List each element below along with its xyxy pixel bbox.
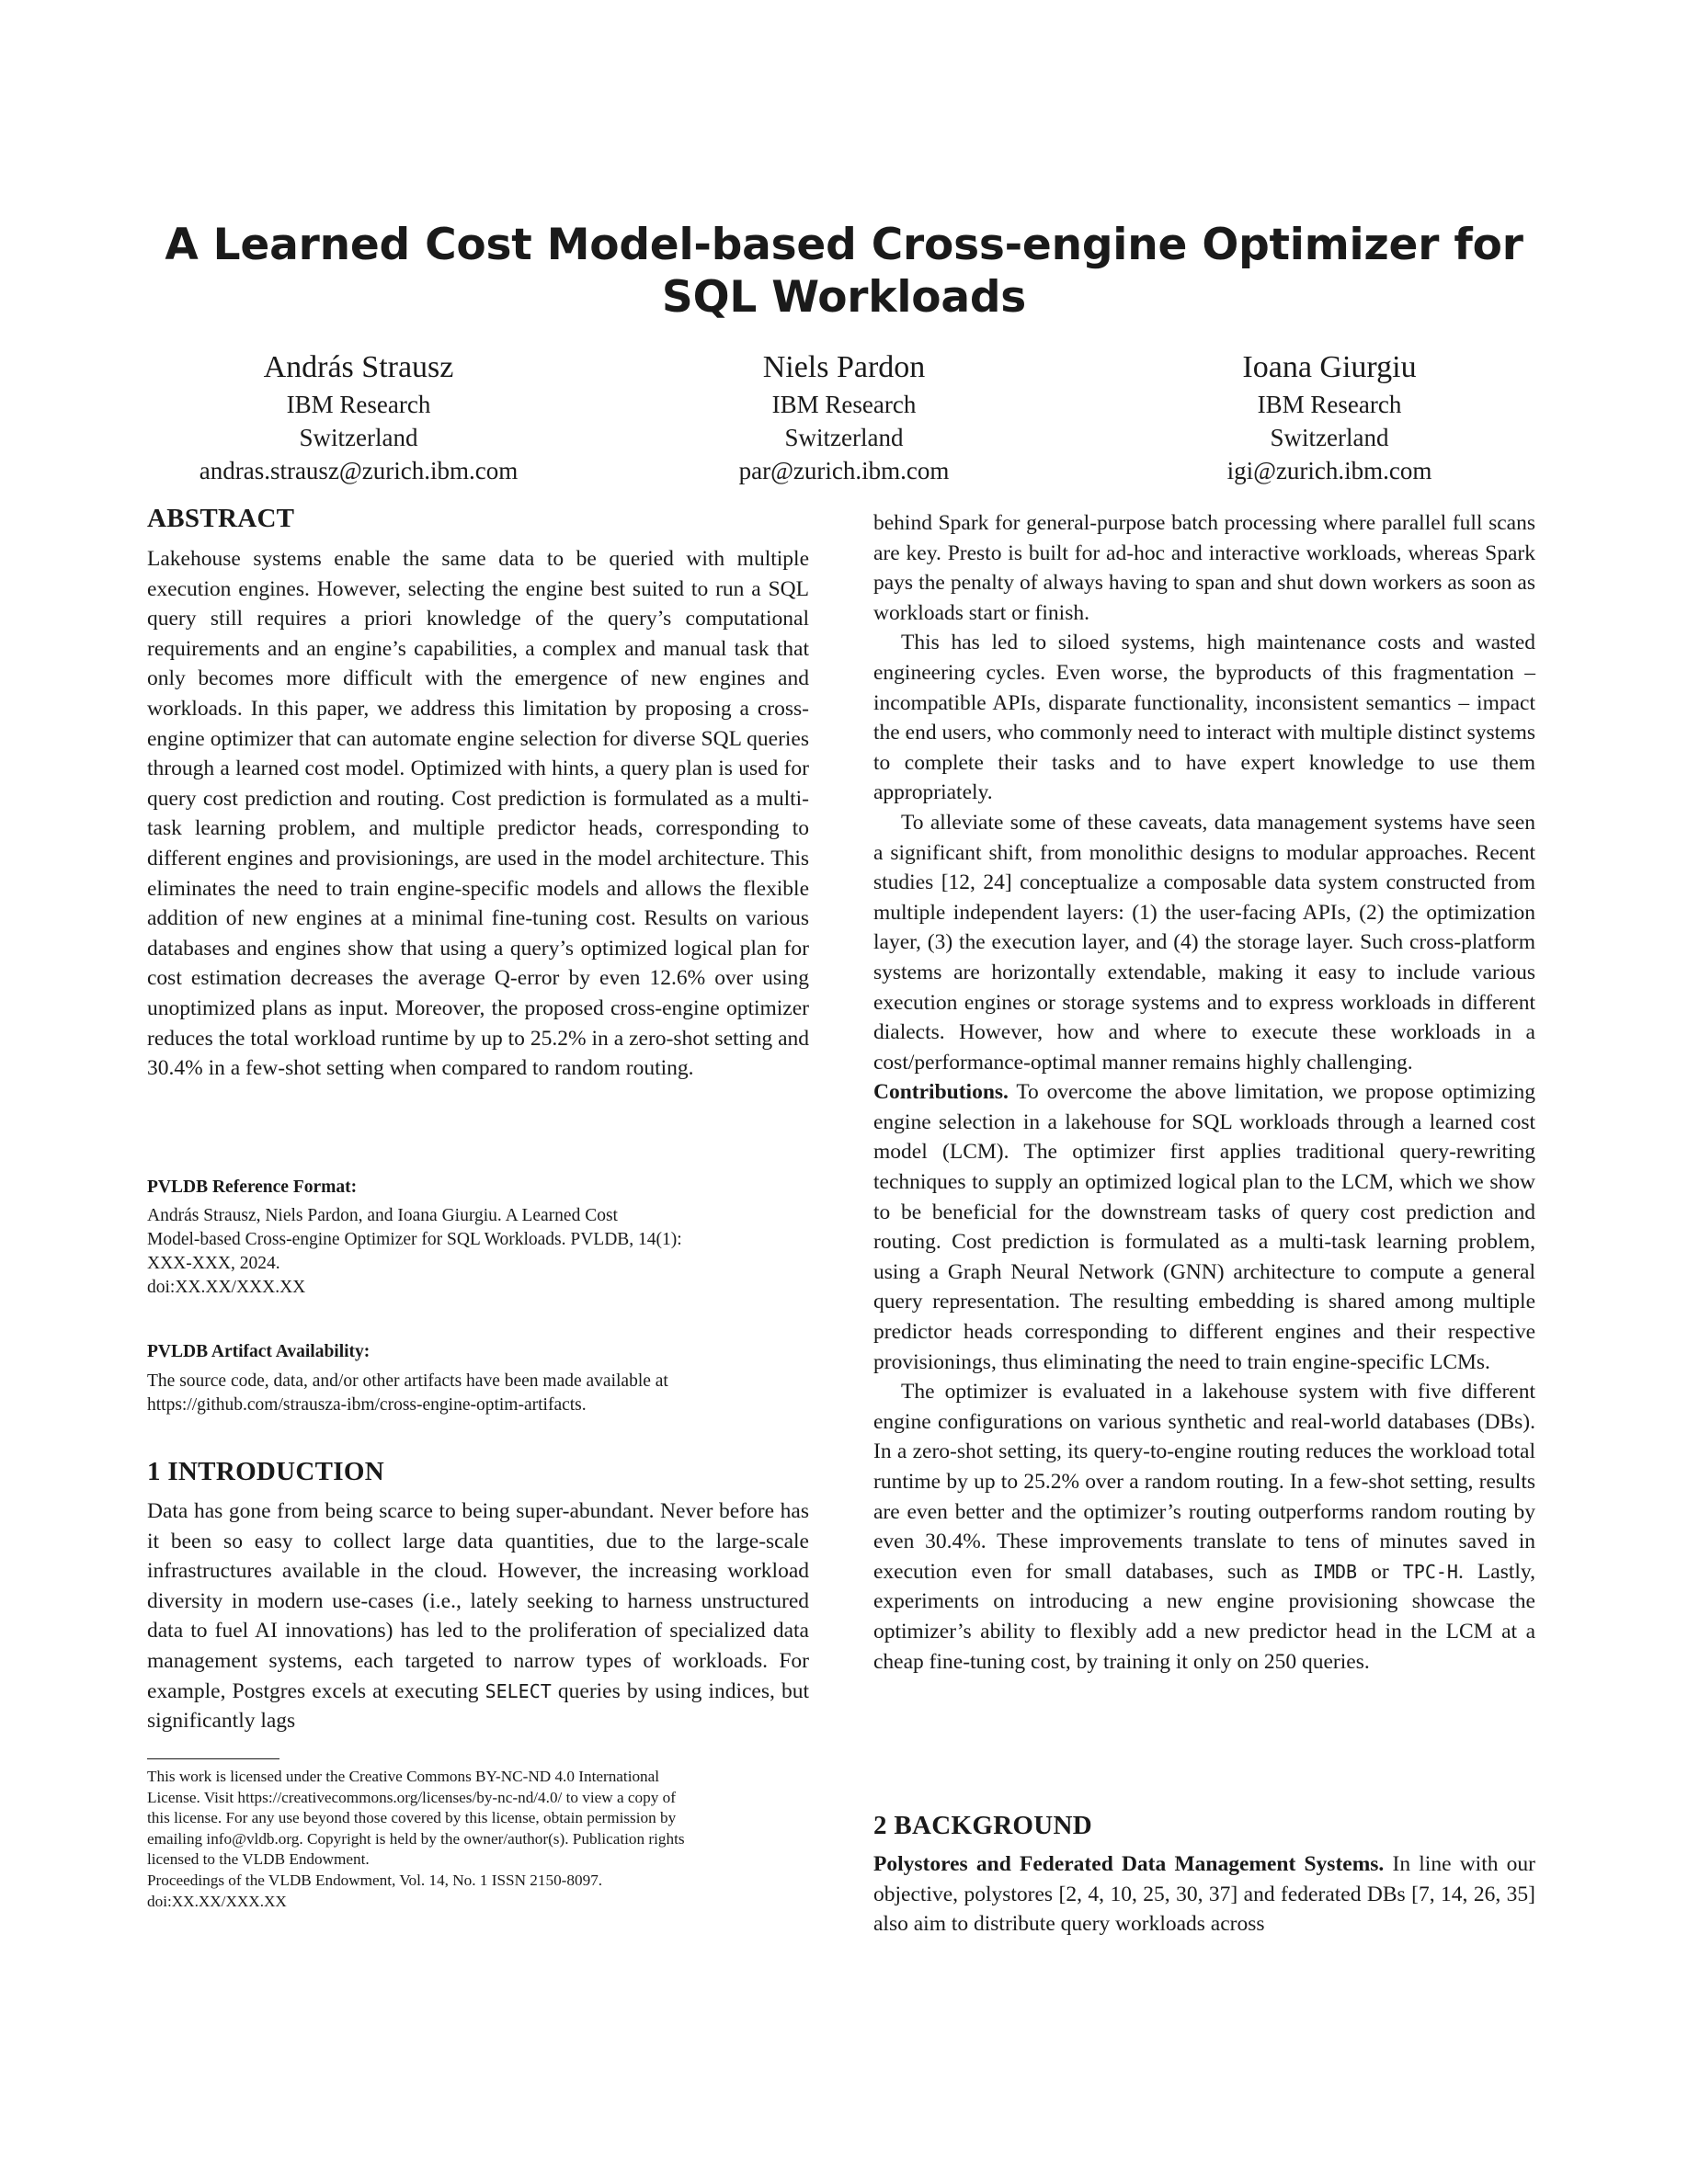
section-heading-introduction: 1 INTRODUCTION [147,1457,384,1486]
text-run: Data has gone from being scarce to being super-abundant. Never before has it been so easy to collect large data quantities, due to the large-scale infrastructures available in the cloud. However, the increasing workload diversity in modern use-cases (i.e., lately seeking to harness unstructured data to fuel AI innovations) has led to the proliferation of specialized data management systems, each targeted to narrow types of workloads. For example, Postgres excels at executing [147,1499,809,1703]
footnote-line: this license. For any use beyond those covered by this license, obtain permission by [147,1809,677,1827]
contributions-label: Contributions. [873,1080,1009,1105]
author-2 [614,347,1074,487]
footnote-line: This work is licensed under the Creative Commons BY-NC-ND 4.0 International [147,1768,660,1785]
footnote-line: License. Visit https://creativecommons.org/licenses/by-nc-nd/4.0/ to view a copy of [147,1788,676,1806]
artifact-heading: PVLDB Artifact Availability: [147,1342,371,1361]
intro-paragraph-1-cont: behind Spark for general-purpose batch processing where parallel full scans are key. Presto is built for ad-hoc and interactive workloads, whereas Spark pays the penalty of always having to span and shut down workers as soon as workloads start or finish. [873,511,1535,625]
author-country: Switzerland [1270,424,1389,451]
license-footnote [147,1767,809,1912]
reference-heading: PVLDB Reference Format: [147,1177,358,1197]
reference-line: András Strausz, Niels Pardon, and Ioana Giurgiu. A Learned Cost [147,1206,618,1225]
author-country: Switzerland [784,424,904,451]
intro-paragraph-5 [873,1377,1535,1677]
reference-line: XXX-XXX, 2024. [147,1254,280,1273]
text-run: In line with our objective, polystores [2, 4, 10, 25, 30, 37] and federated DBs [7, 14, 26, 35] also aim to distribute query workloads across [873,1852,1536,1937]
abstract-heading: ABSTRACT [147,504,295,533]
footnote-doi: doi:XX.XX/XXX.XX [147,1892,287,1910]
author-name: Ioana Giurgiu [1242,350,1417,384]
inline-code: TPC-H [1402,1560,1458,1583]
intro-paragraph-2: This has led to siloed systems, high maintenance costs and wasted engineering cycles. Even worse, the byproducts of this fragmentation – incompatible APIs, disparate functionality, inconsistent semantics – impact the end users, who commonly need to interact with multiple distinct systems to complete their tasks and to have expert knowledge to use them appropriately. [873,631,1535,805]
intro-paragraph-1 [147,1496,809,1736]
reference-line: Model-based Cross-engine Optimizer for SQL Workloads. PVLDB, 14(1): [147,1230,682,1249]
intro-paragraph-3: To alleviate some of these caveats, data management systems have seen a significant shift, from monolithic designs to modular approaches. Recent studies [12, 24] conceptualize a composable data system constructed from multiple independent layers: (1) the user-facing APIs, (2) the optimization layer, (3) the execution layer, and (4) the storage layer. Such cross-platform systems are horizontally extendable, making it easy to include various execution engines or storage systems and to express workloads in different dialects. However, how and where to execute these workloads in a cost/performance-optimal manner remains highly challenging. [873,810,1535,1075]
footnote-line: emailing info@vldb.org. Copyright is held by the owner/author(s). Publication rights [147,1829,685,1848]
author-affiliation: IBM Research [286,391,431,418]
intro-body-left [147,1496,809,1736]
author-block [129,347,1559,487]
footnote-line: licensed to the VLDB Endowment. [147,1850,370,1869]
intro-body-right [873,508,1535,1677]
artifact-line: The source code, data, and/or other artifacts have been made available at [147,1371,668,1391]
artifact-availability [147,1370,827,1417]
author-1 [129,347,588,487]
abstract-text: Lakehouse systems enable the same data to be queried with multiple execution engines. However, selecting the engine best suited to run a SQL query still requires a priori knowledge of the query’s computational requirements and an engine’s capabilities, a complex and manual task that only becomes more difficult with the emergence of new engines and workloads. In this paper, we address this limitation by proposing a cross-engine optimizer that can automate engine selection for diverse SQL queries through a learned cost model. Optimized with hints, a query plan is used for query cost prediction and routing. Cost prediction is formulated as a multi-task learning problem, and multiple predictor heads, corresponding to different engines and provisionings, are used in the model architecture. This eliminates the need to train engine-specific models and allows the flexible addition of new engines at a minimal fine-tuning cost. Results on various databases and engines show that using a query’s optimized logical plan for cost estimation decreases the average Q-error by even 12.6% over using unoptimized plans as input. Moreover, the proposed cross-engine optimizer reduces the total workload runtime by up to 25.2% in a zero-shot setting and 30.4% in a few-shot setting when compared to random routing. [147,547,809,1081]
author-email[interactable]: andras.strausz@zurich.ibm.com [199,457,519,484]
abstract-body [147,544,809,1084]
author-name: Niels Pardon [762,350,926,384]
text-run: To overcome the above limitation, we propose optimizing engine selection in a lakehouse for SQL workloads through a learned cost model (LCM). The optimizer first applies traditional query-rewriting techniques to supply an optimized logical plan to the LCM, which we show to be beneficial for the downstream tasks of query cost prediction and routing. Cost prediction is formulated as a multi-task learning problem, using a Graph Neural Network (GNN) architecture to compute a general query representation. The resulting embedding is shared among multiple predictor heads corresponding to different engines and their respective provisionings, thus eliminating the need to train engine-specific LCMs. [873,1080,1535,1374]
footnote-line: Proceedings of the VLDB Endowment, Vol. 14, No. 1 ISSN 2150-8097. [147,1871,603,1889]
author-email[interactable]: igi@zurich.ibm.com [1226,457,1432,484]
intro-contributions [873,1077,1535,1377]
text-run: queries by using indices, but significantly lags [147,1678,809,1734]
reference-doi: doi:XX.XX/XXX.XX [147,1278,306,1297]
background-paragraph-1 [873,1849,1535,1939]
text-run: or [1357,1559,1403,1584]
text-run: The optimizer is evaluated in a lakehouse system with five different engine configurations on various synthetic and real-world databases (DBs). In a zero-shot setting, its query-to-engine routing reduces the workload total runtime by up to 25.2% over a random routing. In a few-shot setting, results are even better and the optimizer’s routing outperforms random routing by even 30.4%. These improvements translate to tens of minutes saved in execution even for small databases, such as [873,1380,1535,1584]
inline-code: SELECT [485,1679,552,1702]
text-run: . Lastly, experiments on introducing a new engine provisioning showcase the optimizer’s ability to flexibly add a new predictor head in the LCM at a cheap fine-tuning cost, by training it only on 250 queries. [873,1559,1535,1674]
artifact-link[interactable]: https://github.com/strausza-ibm/cross-engine-optim-artifacts. [147,1395,587,1415]
author-email[interactable]: par@zurich.ibm.com [738,457,950,484]
background-body [873,1849,1535,1939]
paper-title: A Learned Cost Model-based Cross-engine Optimizer for SQL Workloads [165,220,1523,323]
section-heading-background: 2 BACKGROUND [873,1811,1093,1840]
author-name: András Strausz [263,350,454,384]
runin-label: Polystores and Federated Data Management Systems. [873,1852,1385,1876]
author-affiliation: IBM Research [1257,391,1402,418]
author-affiliation: IBM Research [771,391,917,418]
author-3 [1100,347,1559,487]
footnote-divider [147,1758,279,1759]
author-country: Switzerland [299,424,418,451]
reference-format [147,1204,827,1300]
inline-code: IMDB [1312,1560,1358,1583]
